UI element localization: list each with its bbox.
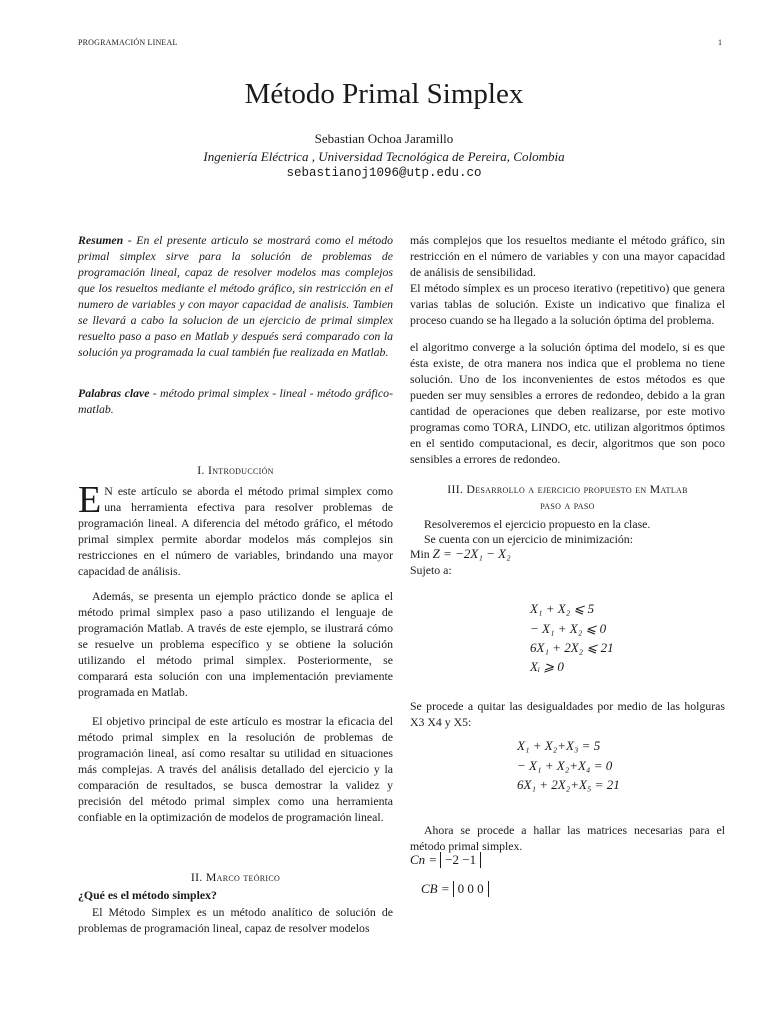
section-1-para-1-text: N este artículo se aborda el método primal simplex como una herramienta efectiva para resolver problemas de programación lineal. A diferencia del método gráfico, el método primal simplex permite abordar modelos más complejos sin restricciones en el número de variables, brindando una mayor capacidad de análisis. — [78, 484, 393, 578]
section-3-heading-line-1: III. Desarrollo a ejercicio propuesto en Matlab — [447, 482, 688, 496]
abstract-text: - En el presente articulo se mostrará como el método primal simplex sirve para la solución de problemas de programación lineal, capaz de resolver modelos mas complejos que los resueltos mediante el método gráfico, sin restricción en el numero de variables y con mayor capacidad de analisis. Tambien se llevará a cabo la solucion de un ejercicio de primal simplex resuelto paso a paso en Matlab y después será comparado con la solución ya programada la cual también fue realizada en Matlab. — [78, 233, 393, 359]
equality-3: 6X₁ + 2X₂+X₅ = 21 — [517, 777, 620, 792]
section-1-para-2: Además, se presenta un ejemplo práctico donde se aplica el método primal simplex paso a paso utilizando el lenguaje de programación Matlab. A través de este ejemplo, se ilustrará cómo se resuelve un problema específico y se obtiene la solución utilizando el método primal simplex. Posteriormente, se comparará esta solución con una implementación previamente programada en Matlab. — [78, 589, 393, 699]
objective-expression: Z = −2X₁ − X₂ — [432, 546, 511, 561]
affiliation: Ingeniería Eléctrica , Universidad Tecnológica de Pereira, Colombia — [203, 149, 565, 164]
objective-function — [410, 546, 725, 562]
running-header: PROGRAMACIÓN LINEAL — [78, 38, 178, 47]
email: sebastianoj1096@utp.edu.co — [286, 166, 482, 180]
drop-cap: E — [78, 479, 102, 521]
keywords-text: - método primal simplex - lineal - método gráfico- matlab. — [78, 386, 393, 416]
cn-values: −2 −1 — [440, 852, 481, 868]
section-3-para-1: Resolveremos el ejercicio propuesto en la clase. — [424, 517, 651, 531]
constraint-3: 6X₁ + 2X₂ ⩽ 21 — [530, 640, 614, 655]
equality-1: X₁ + X₂+X₃ = 5 — [517, 738, 601, 753]
cb-label: CB = — [421, 881, 450, 896]
constraint-2: − X₁ + X₂ ⩽ 0 — [530, 621, 607, 636]
right-para-3: el algoritmo converge a la solución óptima del modelo, si es que ésta existe, de otra manera nos indica que el problema no tiene solución. Uno de los inconvenientes de estos métodos es que pueden ser muy sensibles a errores de redondeo, debido a la gran cantidad de operaciones que deben realizarse, por este motivo programas como TORA, LINDO, etc. utilizan algoritmos óptimos en el sentido computacional, es decir, algoritmos que son poco sensibles a errores de redondeo. — [410, 340, 725, 466]
equality-2: − X₁ + X₂+X₄ = 0 — [517, 758, 613, 773]
cn-matrix — [410, 852, 725, 868]
section-3-para-3: Se procede a quitar las desigualdades por medio de las holguras X3 X4 y X5: — [410, 699, 725, 729]
section-2-para-1: El Método Simplex es un método analítico de solución de problemas de programación lineal, capaz de resolver modelos — [78, 905, 393, 935]
constraint-1: X₁ + X₂ ⩽ 5 — [530, 601, 595, 616]
keywords — [78, 385, 393, 417]
section-1-para-1 — [78, 479, 393, 579]
keywords-label: Palabras clave — [78, 386, 150, 400]
right-para-2: El método símplex es un proceso iterativo (repetitivo) que genera varias tablas de solución. Existe un indicativo que finaliza el proceso cuando se ha llegado a la solución óptima del problema. — [410, 281, 725, 327]
section-3-heading — [410, 481, 725, 513]
right-para-1: más complejos que los resueltos mediante el método gráfico, sin restricción en el número de variables y con una mayor capacidad de análisis de sensibilidad. — [410, 233, 725, 279]
abstract — [78, 232, 393, 360]
section-3-heading-line-2: paso a paso — [540, 498, 595, 512]
section-1-para-3: El objetivo principal de este artículo es mostrar la eficacia del método primal simplex en la resolución de problemas de programación lineal, así como resaltar su utilidad en situaciones más complejas. A través del análisis detallado del ejercicio y la comparación de resultados, se busca demostrar la validez y precisión del método primal simplex como una herramienta confiable en la optimización de modelos de programación lineal. — [78, 714, 393, 824]
min-label: Min — [410, 547, 430, 561]
section-3-para-2: Se cuenta con un ejercicio de minimización: — [424, 532, 633, 546]
cb-matrix — [421, 881, 621, 897]
section-1-heading: I. Introducción — [197, 463, 274, 477]
page-number: 1 — [718, 38, 723, 47]
abstract-label: Resumen — [78, 233, 124, 247]
cn-label: Cn = — [410, 852, 438, 867]
section-3-para-4: Ahora se procede a hallar las matrices necesarias para el método primal simplex. — [410, 823, 725, 853]
cb-values: 0 0 0 — [453, 881, 489, 897]
section-2-subheading: ¿Qué es el método simplex? — [78, 888, 217, 902]
constraint-4: Xᵢ ⩾ 0 — [530, 659, 564, 674]
author: Sebastian Ochoa Jaramillo — [314, 131, 454, 146]
section-2-heading: II. Marco teórico — [190, 870, 281, 884]
paper-title: Método Primal Simplex — [244, 78, 524, 110]
subject-to-label: Sujeto a: — [410, 563, 452, 577]
